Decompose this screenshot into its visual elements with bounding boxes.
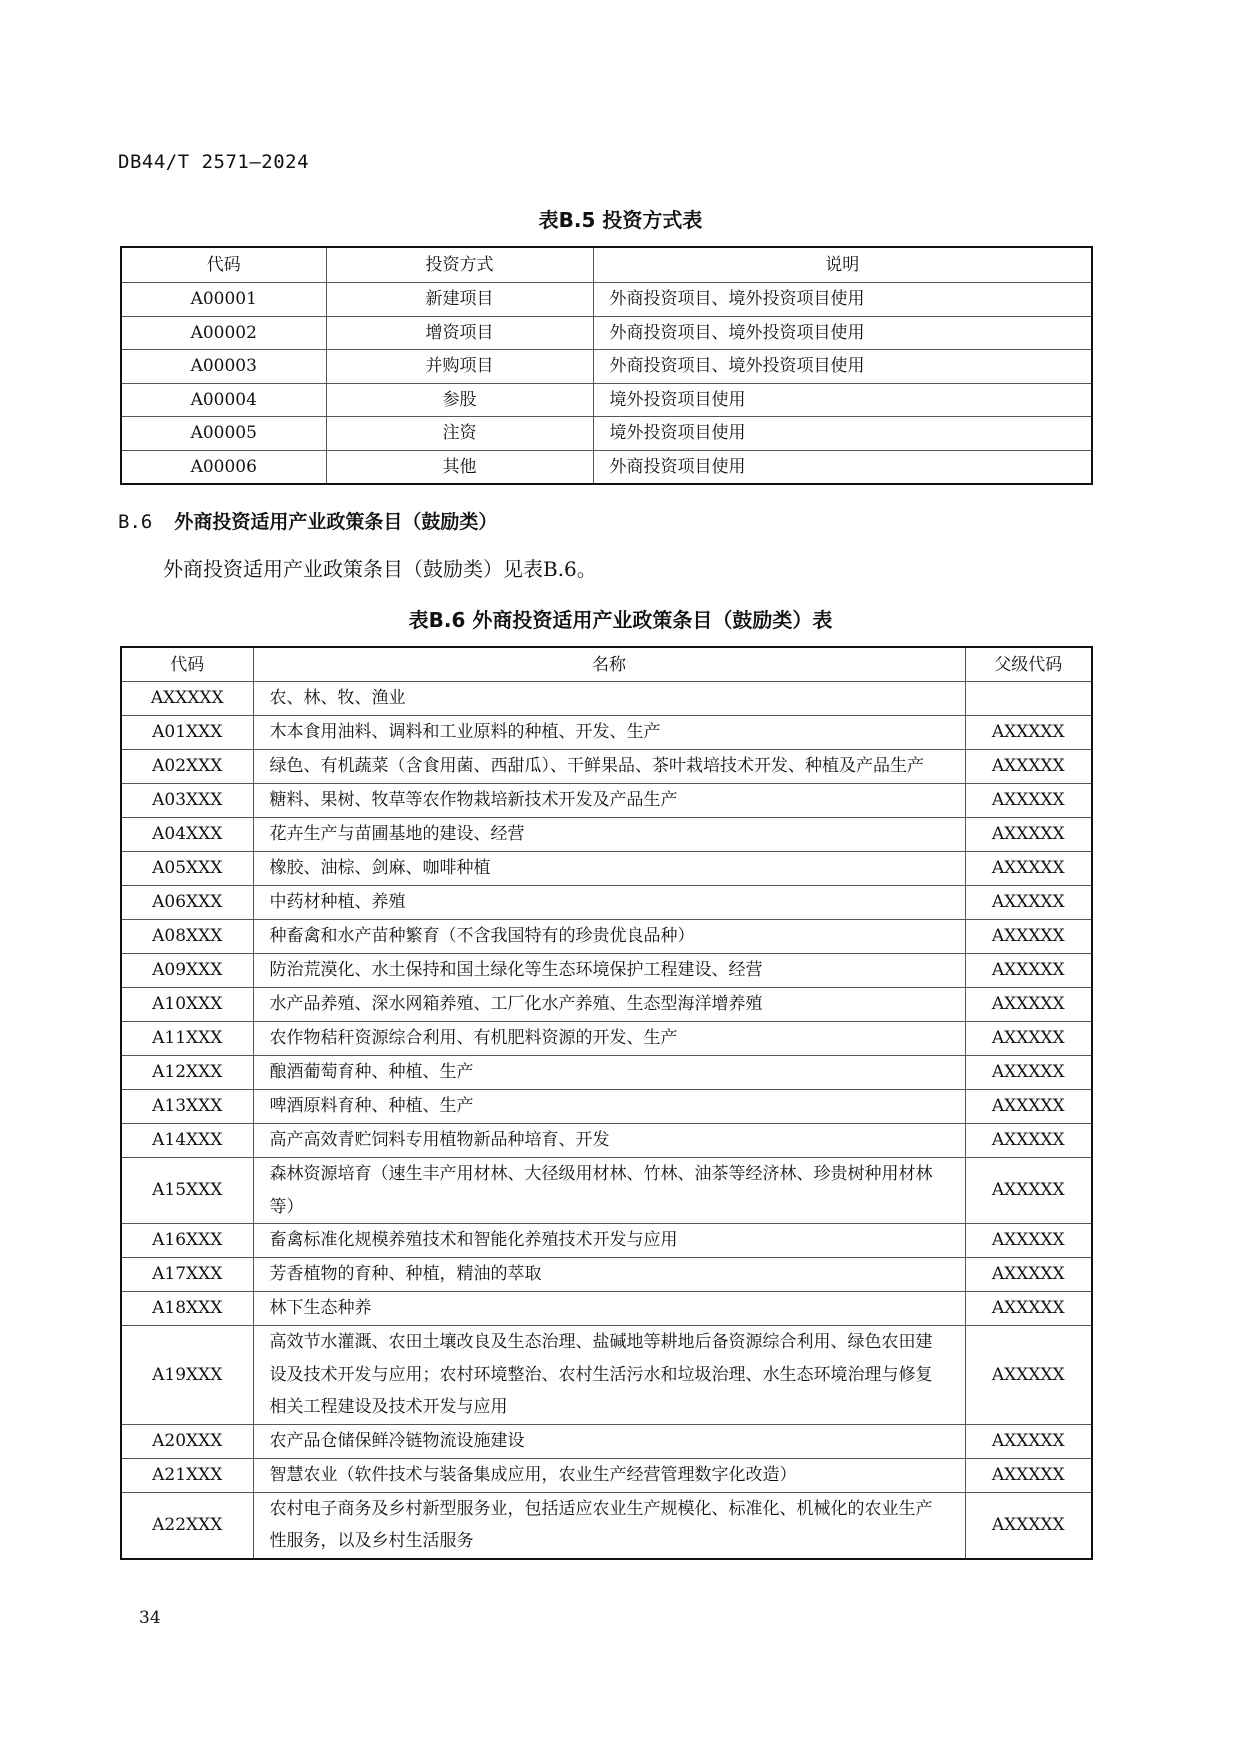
- table-cell: 外商投资项目、境外投资项目使用: [593, 316, 1092, 350]
- table-cell: 高效节水灌溉、农田土壤改良及生态治理、盐碱地等耕地后备资源综合利用、绿色农田建设及技术开发与应用；农村环境整治、农村生活污水和垃圾治理、水生态环境治理与修复相关工程建设及技术开发与应用: [253, 1326, 965, 1425]
- table-row: [121, 886, 1092, 920]
- table-cell: A12XXX: [121, 1056, 253, 1090]
- table-cell: 花卉生产与苗圃基地的建设、经营: [253, 818, 965, 852]
- table-cell: A09XXX: [121, 954, 253, 988]
- table-cell: A16XXX: [121, 1224, 253, 1258]
- column-header-parent-code: 父级代码: [965, 647, 1092, 682]
- table-cell: 新建项目: [326, 283, 593, 317]
- table-cell: A00003: [121, 350, 326, 384]
- table-b5-caption: 表B.5 投资方式表: [538, 208, 703, 232]
- table-row: [121, 1458, 1092, 1492]
- table-header-row: [121, 247, 1092, 283]
- table-row: [121, 1224, 1092, 1258]
- table-cell: AXXXXX: [965, 818, 1092, 852]
- table-row: [121, 988, 1092, 1022]
- table-row: [121, 1056, 1092, 1090]
- table-cell: AXXXXX: [965, 920, 1092, 954]
- table-row: [121, 784, 1092, 818]
- table-cell: AXXXXX: [965, 1022, 1092, 1056]
- table-cell: 防治荒漠化、水土保持和国土绿化等生态环境保护工程建设、经营: [253, 954, 965, 988]
- table-cell: AXXXXX: [965, 1458, 1092, 1492]
- table-cell: 智慧农业（软件技术与装备集成应用，农业生产经营管理数字化改造）: [253, 1458, 965, 1492]
- table-cell: 外商投资项目、境外投资项目使用: [593, 350, 1092, 384]
- table-cell: A13XXX: [121, 1090, 253, 1124]
- table-cell: A00006: [121, 450, 326, 484]
- table-row: [121, 417, 1092, 451]
- section-number: B.6: [118, 511, 153, 533]
- table-row: [121, 852, 1092, 886]
- table-cell: 境外投资项目使用: [593, 383, 1092, 417]
- table-cell: AXXXXX: [121, 682, 253, 716]
- column-header-method: 投资方式: [326, 247, 593, 283]
- table-cell: 其他: [326, 450, 593, 484]
- table-b6: [120, 646, 1093, 1560]
- table-cell: A02XXX: [121, 750, 253, 784]
- table-cell: AXXXXX: [965, 1158, 1092, 1224]
- table-row: [121, 1258, 1092, 1292]
- table-cell: AXXXXX: [965, 954, 1092, 988]
- table-row: [121, 283, 1092, 317]
- table-cell: 农、林、牧、渔业: [253, 682, 965, 716]
- table-cell: 外商投资项目使用: [593, 450, 1092, 484]
- table-row: [121, 1124, 1092, 1158]
- table-cell: AXXXXX: [965, 1326, 1092, 1425]
- table-cell: A03XXX: [121, 784, 253, 818]
- table-cell: 种畜禽和水产苗种繁育（不含我国特有的珍贵优良品种）: [253, 920, 965, 954]
- table-cell: 农产品仓储保鲜冷链物流设施建设: [253, 1424, 965, 1458]
- table-row: [121, 350, 1092, 384]
- table-row: [121, 1022, 1092, 1056]
- table-cell: AXXXXX: [965, 1492, 1092, 1559]
- table-cell: 农作物秸秆资源综合利用、有机肥料资源的开发、生产: [253, 1022, 965, 1056]
- table-cell: 木本食用油料、调料和工业原料的种植、开发、生产: [253, 716, 965, 750]
- table-b6-caption: 表B.6 外商投资适用产业政策条目（鼓励类）表: [408, 608, 833, 632]
- table-cell: 糖料、果树、牧草等农作物栽培新技术开发及产品生产: [253, 784, 965, 818]
- table-cell: AXXXXX: [965, 886, 1092, 920]
- table-row: [121, 750, 1092, 784]
- table-cell: AXXXXX: [965, 750, 1092, 784]
- table-cell: A00005: [121, 417, 326, 451]
- table-cell: AXXXXX: [965, 1224, 1092, 1258]
- table-cell: 林下生态种养: [253, 1292, 965, 1326]
- table-row: [121, 682, 1092, 716]
- table-cell: 并购项目: [326, 350, 593, 384]
- column-header-name: 名称: [253, 647, 965, 682]
- section-b6-body: 外商投资适用产业政策条目（鼓励类）见表B.6。: [163, 557, 597, 581]
- table-cell: AXXXXX: [965, 1292, 1092, 1326]
- column-header-code: 代码: [121, 247, 326, 283]
- table-cell: 芳香植物的育种、种植，精油的萃取: [253, 1258, 965, 1292]
- table-cell: A01XXX: [121, 716, 253, 750]
- table-cell: A00002: [121, 316, 326, 350]
- table-cell: 橡胶、油棕、剑麻、咖啡种植: [253, 852, 965, 886]
- table-cell: A04XXX: [121, 818, 253, 852]
- table-cell: 啤酒原料育种、种植、生产: [253, 1090, 965, 1124]
- table-row: [121, 1326, 1092, 1425]
- column-header-code: 代码: [121, 647, 253, 682]
- table-cell: 参股: [326, 383, 593, 417]
- table-cell: 森林资源培育（速生丰产用材林、大径级用材林、竹林、油茶等经济林、珍贵树种用材林等）: [253, 1158, 965, 1224]
- table-cell: [965, 682, 1092, 716]
- table-cell: A10XXX: [121, 988, 253, 1022]
- table-cell: 增资项目: [326, 316, 593, 350]
- section-title: 外商投资适用产业政策条目（鼓励类）: [174, 511, 498, 533]
- table-cell: 绿色、有机蔬菜（含食用菌、西甜瓜）、干鲜果品、茶叶栽培技术开发、种植及产品生产: [253, 750, 965, 784]
- table-cell: A22XXX: [121, 1492, 253, 1559]
- table-cell: A15XXX: [121, 1158, 253, 1224]
- table-cell: 畜禽标准化规模养殖技术和智能化养殖技术开发与应用: [253, 1224, 965, 1258]
- section-b6-heading: [118, 507, 497, 534]
- page-number: 34: [139, 1608, 161, 1628]
- table-row: [121, 1090, 1092, 1124]
- table-cell: A14XXX: [121, 1124, 253, 1158]
- standard-code: DB44/T 2571—2024: [118, 151, 310, 173]
- table-header-row: [121, 647, 1092, 682]
- table-b5: [120, 246, 1093, 485]
- table-row: [121, 818, 1092, 852]
- table-cell: A05XXX: [121, 852, 253, 886]
- table-cell: AXXXXX: [965, 716, 1092, 750]
- table-row: [121, 716, 1092, 750]
- table-row: [121, 383, 1092, 417]
- table-cell: AXXXXX: [965, 1258, 1092, 1292]
- table-row: [121, 316, 1092, 350]
- table-cell: A20XXX: [121, 1424, 253, 1458]
- table-cell: AXXXXX: [965, 784, 1092, 818]
- table-cell: AXXXXX: [965, 1424, 1092, 1458]
- table-row: [121, 1292, 1092, 1326]
- table-cell: A08XXX: [121, 920, 253, 954]
- table-cell: 水产品养殖、深水网箱养殖、工厂化水产养殖、生态型海洋增养殖: [253, 988, 965, 1022]
- table-cell: AXXXXX: [965, 988, 1092, 1022]
- table-cell: A17XXX: [121, 1258, 253, 1292]
- table-cell: A06XXX: [121, 886, 253, 920]
- table-cell: A00004: [121, 383, 326, 417]
- table-cell: 酿酒葡萄育种、种植、生产: [253, 1056, 965, 1090]
- table-cell: AXXXXX: [965, 1124, 1092, 1158]
- table-row: [121, 954, 1092, 988]
- column-header-note: 说明: [593, 247, 1092, 283]
- table-cell: A00001: [121, 283, 326, 317]
- table-cell: 农村电子商务及乡村新型服务业，包括适应农业生产规模化、标准化、机械化的农业生产性服务，以及乡村生活服务: [253, 1492, 965, 1559]
- table-cell: AXXXXX: [965, 852, 1092, 886]
- table-cell: 外商投资项目、境外投资项目使用: [593, 283, 1092, 317]
- table-row: [121, 920, 1092, 954]
- table-row: [121, 1492, 1092, 1559]
- table-cell: 中药材种植、养殖: [253, 886, 965, 920]
- table-row: [121, 1158, 1092, 1224]
- table-cell: AXXXXX: [965, 1056, 1092, 1090]
- table-cell: A18XXX: [121, 1292, 253, 1326]
- table-cell: 境外投资项目使用: [593, 417, 1092, 451]
- table-row: [121, 1424, 1092, 1458]
- table-cell: 注资: [326, 417, 593, 451]
- table-cell: A21XXX: [121, 1458, 253, 1492]
- table-cell: 高产高效青贮饲料专用植物新品种培育、开发: [253, 1124, 965, 1158]
- table-cell: A11XXX: [121, 1022, 253, 1056]
- table-cell: AXXXXX: [965, 1090, 1092, 1124]
- table-row: [121, 450, 1092, 484]
- table-cell: A19XXX: [121, 1326, 253, 1425]
